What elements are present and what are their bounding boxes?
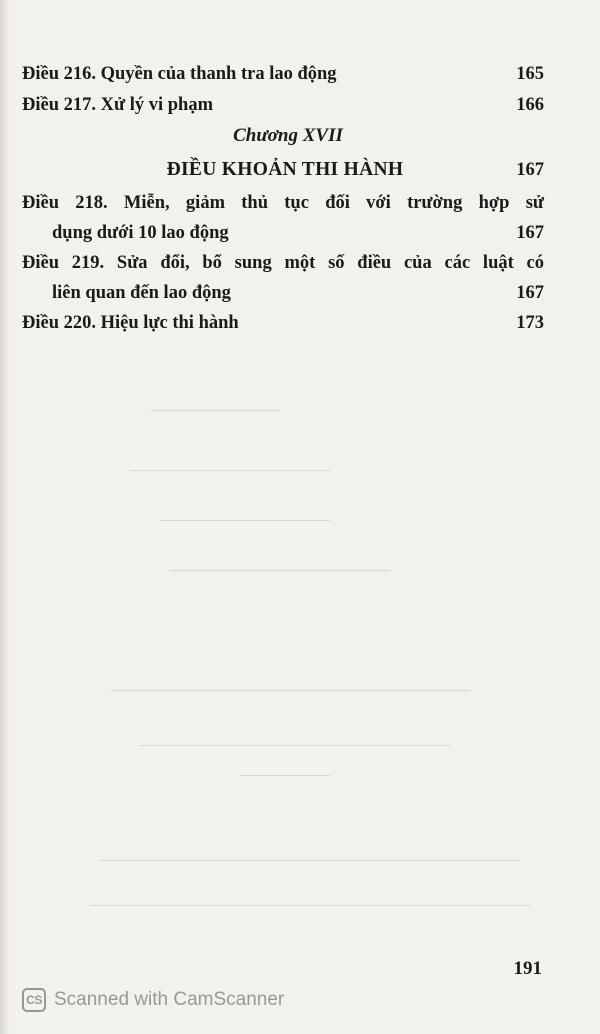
scanner-watermark xyxy=(22,986,284,1014)
toc-entry-title: Điều 220. Hiệu lực thi hành xyxy=(22,313,239,333)
page-edge-shadow xyxy=(0,0,10,1034)
toc-entry-line1 xyxy=(22,188,544,218)
bleed-through-mark xyxy=(100,860,520,861)
toc-entry-title: Điều 219. Sửa đổi, bổ sung một số điều của các luật có xyxy=(22,253,544,273)
toc-entry-title: Điều 218. Miễn, giảm thủ tục đối với trường hợp sử xyxy=(22,193,544,213)
bleed-through-mark xyxy=(140,745,450,746)
toc-entry-title: Điều 216. Quyền của thanh tra lao động xyxy=(22,64,337,84)
camscanner-logo-icon: CS xyxy=(22,988,46,1012)
watermark-text: Scanned with CamScanner xyxy=(54,989,285,1010)
toc-entry-title-continued: liên quan đến lao động xyxy=(52,283,231,303)
bleed-through-mark xyxy=(150,410,280,411)
toc-entry-page: 173 xyxy=(516,313,544,333)
chapter-title: ĐIỀU KHOẢN THI HÀNH xyxy=(166,159,404,180)
toc-entry-line2 xyxy=(22,278,544,308)
toc-entry-page: 167 xyxy=(516,283,544,303)
chapter-page: 167 xyxy=(516,160,544,180)
chapter-heading xyxy=(22,152,544,188)
page-number: 191 xyxy=(513,958,542,979)
toc-entry-page: 165 xyxy=(516,64,544,84)
bleed-through-mark xyxy=(240,775,330,776)
bleed-through-mark xyxy=(110,690,470,691)
toc-entry-title-continued: dụng dưới 10 lao động xyxy=(52,223,229,243)
toc-entry xyxy=(22,90,544,120)
toc-entry xyxy=(22,308,544,338)
toc-entry-title: Điều 217. Xử lý vi phạm xyxy=(22,95,213,115)
table-of-contents xyxy=(22,58,544,338)
toc-entry-page: 166 xyxy=(516,95,544,115)
toc-entry-line2 xyxy=(22,218,544,248)
chapter-label: Chương XVII xyxy=(233,125,343,146)
toc-entry-line1 xyxy=(22,248,544,278)
bleed-through-mark xyxy=(90,905,530,906)
toc-entry-page: 167 xyxy=(516,223,544,243)
bleed-through-mark xyxy=(170,570,390,571)
toc-entry xyxy=(22,58,544,90)
bleed-through-mark xyxy=(130,470,330,471)
bleed-through-mark xyxy=(160,520,330,521)
